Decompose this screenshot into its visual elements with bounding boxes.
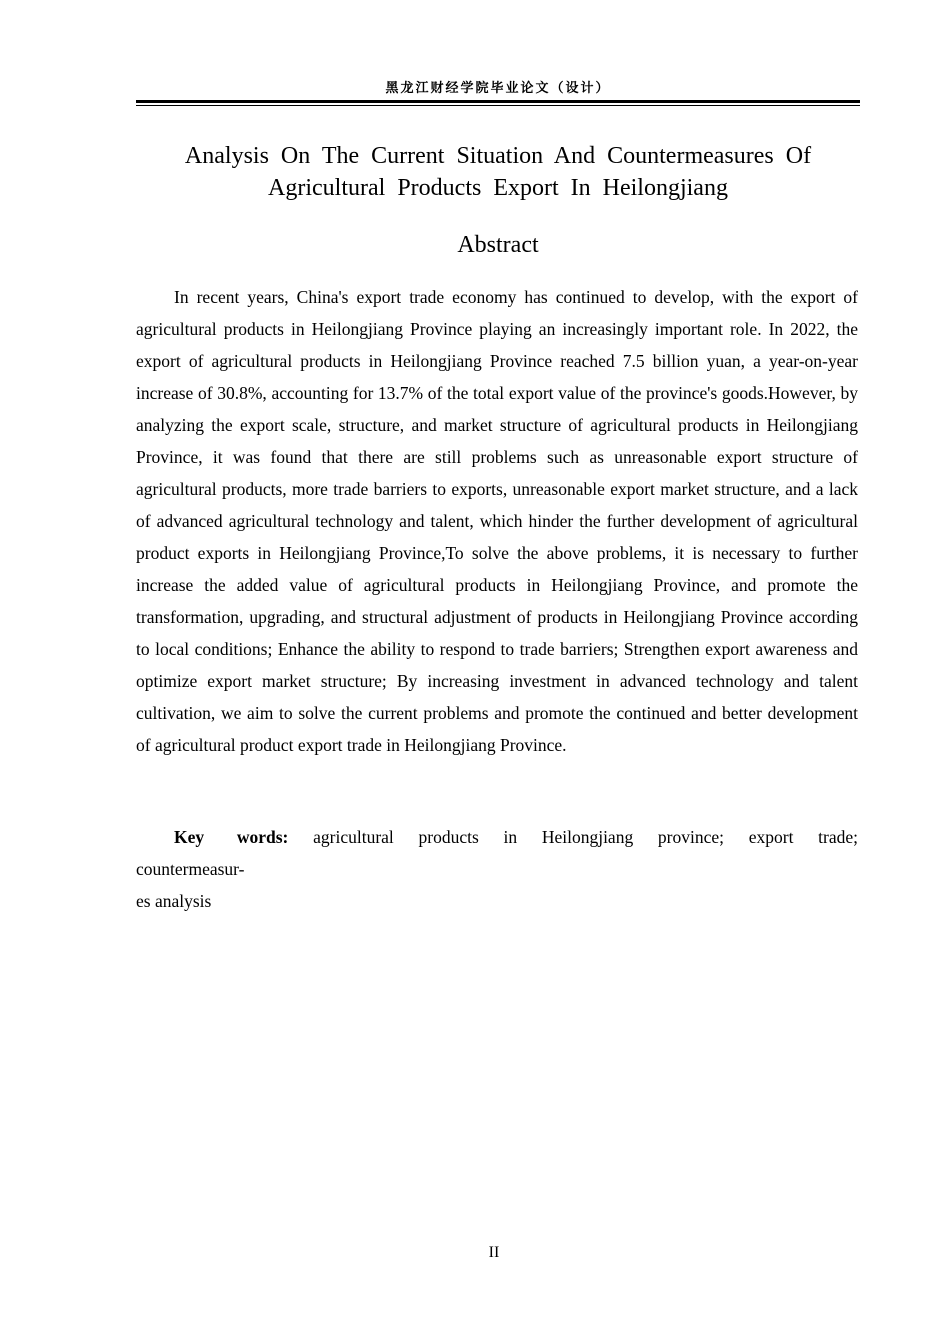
keywords-first-line (136, 821, 858, 853)
abstract-heading: Abstract (457, 232, 539, 258)
thesis-title: Analysis On The Current Situation And Countermeasures Of Agricultural Products Export In Heilongjiang (184, 143, 812, 201)
keywords-label: Key words: (174, 827, 289, 847)
running-header: 黑龙江财经学院毕业论文（设计） (385, 81, 611, 96)
keywords-text-3: es analysis (136, 891, 212, 911)
header-rule-thin (136, 105, 860, 106)
abstract-body: In recent years, China's export trade economy has continued to develop, with the export of agricultural products in Heilongjiang Province playing an increasingly important role. In 2022, the export of agricultural products in Heilongjiang Province reached 7.5 billion yuan, a year-on-year increase of 30.8%, accounting for 13.7% of the total export value of the province's goods.However, by analyzing the export scale, structure, and market structure of agricultural products in Heilongjiang Province, it was found that there are still problems such as unreasonable export structure of agricultural products, more trade barriers to exports, unreasonable export market structure, and a lack of advanced agricultural technology and talent, which hinder the further development of agricultural product exports in Heilongjiang Province,To solve the above problems, it is necessary to further increase the added value of agricultural products in Heilongjiang Province, and promote the transformation, upgrading, and structural adjustment of products in Heilongjiang Province according to local conditions; Enhance the ability to respond to trade barriers; Strengthen export awareness and optimize export market structure; By increasing investment in advanced technology and talent cultivation, we aim to solve the current problems and promote the continued and better development of agricultural product export trade in Heilongjiang Province. (136, 287, 858, 755)
keywords-section (136, 821, 858, 917)
header-rule-thick (136, 100, 860, 103)
page-number: II (488, 1244, 500, 1261)
keywords-text-1: agricultural products in Heilongjiang province; export trade; (313, 827, 859, 847)
keywords-text-2: countermeasur- (136, 859, 245, 879)
